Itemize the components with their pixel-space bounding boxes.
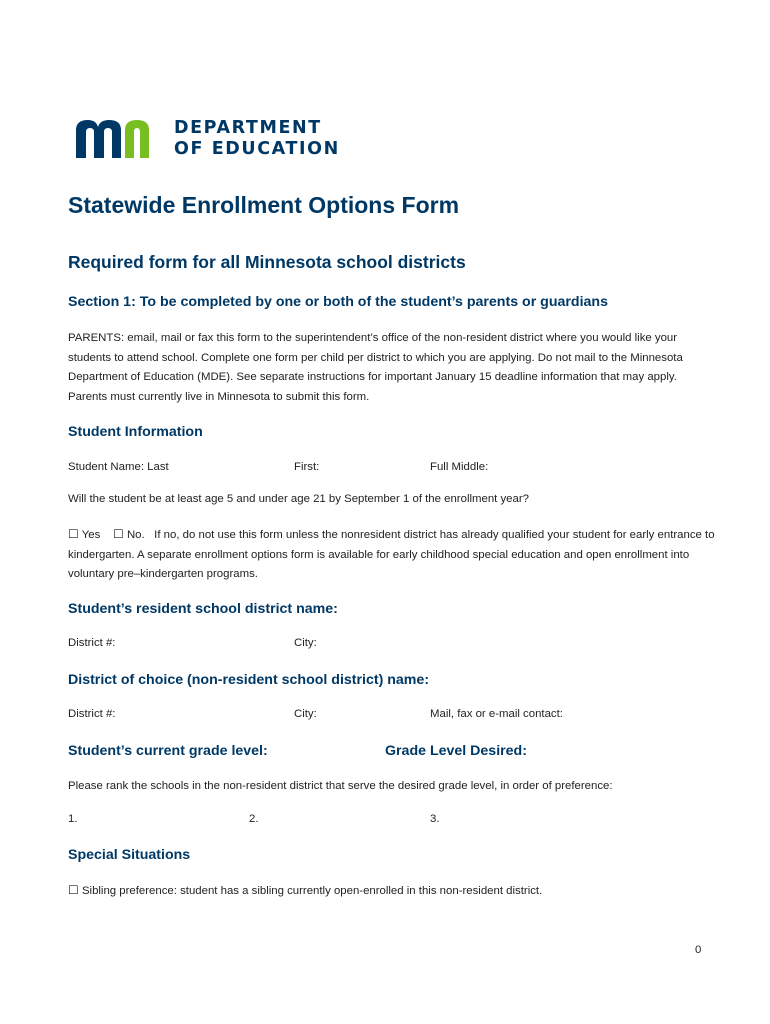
logo-wordmark: [174, 118, 340, 160]
student-info-heading: Student Information: [68, 424, 203, 440]
choice-city-label: City:: [294, 708, 317, 720]
student-middle-name-label: Full Middle:: [430, 461, 489, 473]
student-last-name-label: Student Name: Last: [68, 461, 169, 473]
choice-district-number-label: District #:: [68, 708, 116, 720]
section1-intro: PARENTS: email, mail or fax this form to the superintendent’s office of the non-resident district where you would like your students to attend school. Complete one form per child per district to which you are applying. Do not mail to the Minnesota Department of Education (MDE). See separate instructions for important January 15 deadline information that may apply. Parents must currently live in Minnesota to submit this form.: [68, 332, 683, 403]
section1-heading: Section 1: To be completed by one or both of the student’s parents or guardians: [68, 294, 608, 310]
page-number: 0: [695, 944, 702, 956]
resident-city-label: City:: [294, 637, 317, 649]
form-subtitle: Required form for all Minnesota school districts: [68, 252, 466, 272]
resident-district-heading: Student’s resident school district name:: [68, 601, 338, 617]
logo-line-1: DEPARTMENT: [174, 118, 322, 138]
no-checkbox[interactable]: ☐: [113, 527, 124, 541]
desired-grade-label: Grade Level Desired:: [385, 743, 527, 759]
yes-checkbox[interactable]: ☐: [68, 527, 79, 541]
form-title: Statewide Enrollment Options Form: [68, 192, 460, 218]
age-question: Will the student be at least age 5 and under age 21 by September 1 of the enrollment year?: [68, 493, 529, 505]
rank-choice-2: 2.: [249, 813, 259, 825]
sibling-preference-row: [68, 883, 542, 897]
sibling-checkbox[interactable]: ☐: [68, 883, 79, 897]
no-label: No.: [126, 529, 145, 541]
mde-logo: [76, 118, 356, 162]
current-grade-label: Student’s current grade level:: [68, 743, 268, 759]
age-answer-block: [68, 525, 718, 585]
special-situations-heading: Special Situations: [68, 847, 191, 863]
choice-contact-label: Mail, fax or e-mail contact:: [430, 708, 563, 720]
rank-instruction: Please rank the schools in the non-resident district that serve the desired grade level, in order of preference:: [68, 780, 613, 792]
choice-district-heading: District of choice (non-resident school district) name:: [68, 672, 430, 688]
rank-choice-1: 1.: [68, 813, 78, 825]
logo-line-2: OF EDUCATION: [174, 139, 340, 159]
rank-choice-3: 3.: [430, 813, 440, 825]
sibling-preference-label: Sibling preference: student has a sibling currently open-enrolled in this non-resident district.: [81, 885, 543, 897]
student-first-name-label: First:: [294, 461, 320, 473]
resident-district-number-label: District #:: [68, 637, 116, 649]
yes-label: Yes: [81, 529, 101, 541]
age-note: If no, do not use this form unless the nonresident district has already qualified your student for early entrance to kindergarten. A separate enrollment options form is available for early childhood special education and open enrollment into voluntary pre–kindergarten programs.: [68, 529, 715, 580]
mn-logo-mark-icon: [76, 118, 162, 162]
